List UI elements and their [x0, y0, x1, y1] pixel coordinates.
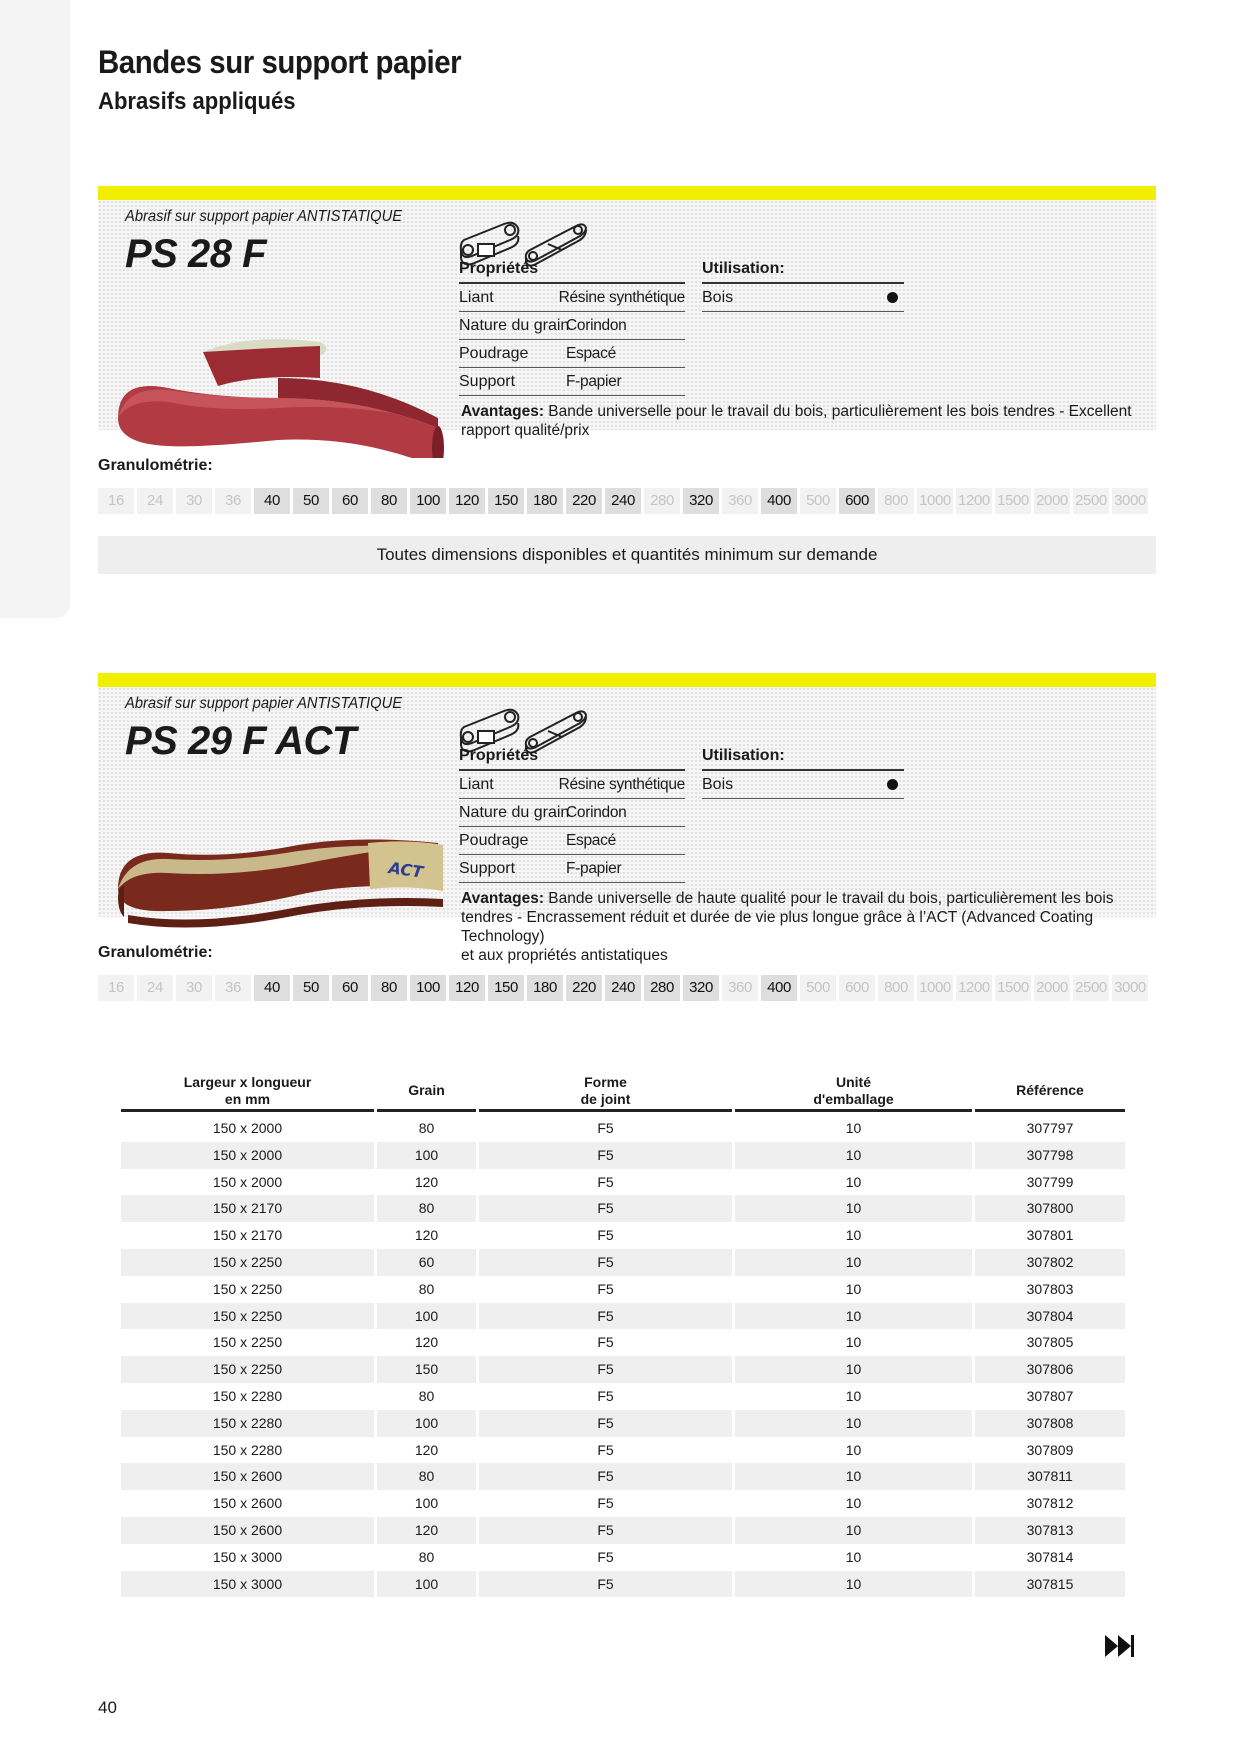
cell-unit: 10: [735, 1195, 972, 1222]
property-value: Espacé: [566, 832, 616, 849]
cell-joint: F5: [479, 1410, 732, 1437]
cell-size: 150 x 2600: [121, 1463, 374, 1490]
header-grain: [377, 1072, 476, 1112]
cell-unit: 10: [845, 1227, 862, 1244]
cell-unit: 10: [845, 1548, 862, 1565]
cell-size: 150 x 2280: [212, 1387, 283, 1404]
property-key: Nature du grain: [459, 804, 570, 821]
cell-size: 150 x 2170: [121, 1195, 374, 1222]
property-row: [459, 368, 685, 396]
header-line: d'emballage: [813, 1090, 894, 1107]
table-row: [121, 1463, 1125, 1490]
grit-chip: 2000: [1034, 975, 1070, 1001]
usage-row: [702, 284, 904, 312]
grit-chip: 1000: [917, 975, 953, 1001]
grit-chip: 1000: [917, 488, 953, 514]
grit-chip: 30: [176, 488, 212, 514]
cell-size: 150 x 2600: [212, 1495, 283, 1512]
table-row: [121, 1329, 1125, 1356]
grit-chip: 3000: [1112, 975, 1148, 1001]
cell-reference: 307798: [975, 1142, 1125, 1169]
sanding-belt-image: [108, 318, 448, 458]
properties-table: [459, 256, 685, 396]
grit-chip: 24: [137, 975, 173, 1001]
grit-chip: 50: [293, 488, 329, 514]
cell-unit: 10: [735, 1249, 972, 1276]
usage-marker-icon: [887, 779, 898, 790]
cell-reference: 307813: [975, 1517, 1125, 1544]
property-key: Liant: [459, 289, 494, 306]
header-line: Grain: [408, 1082, 445, 1098]
cell-grain: 120: [377, 1517, 476, 1544]
table-row: [121, 1303, 1125, 1330]
property-row: [459, 799, 685, 827]
cell-grain: 80: [418, 1120, 435, 1136]
property-value: F-papier: [566, 373, 622, 390]
usage-header: Utilisation:: [702, 743, 904, 771]
property-value: Espacé: [566, 345, 616, 362]
grit-chip: 800: [878, 488, 914, 514]
property-value: Résine synthétique: [558, 776, 685, 793]
property-value: Résine synthétique: [558, 289, 685, 306]
cell-size: 150 x 2250: [121, 1303, 374, 1330]
cell-unit: 10: [845, 1387, 862, 1404]
cell-joint: F5: [479, 1517, 732, 1544]
header-line: Forme: [584, 1073, 627, 1090]
usage-table: [702, 256, 904, 312]
grit-chip: 320: [683, 975, 719, 1001]
usage-label: Bois: [702, 775, 734, 793]
grit-chip: 36: [215, 488, 251, 514]
grit-chip: 1500: [995, 975, 1031, 1001]
table-row: [121, 1169, 1125, 1196]
product-tagline: Abrasif sur support papier ANTISTATIQUE: [125, 208, 403, 225]
table-row: [121, 1115, 1125, 1142]
table-header: [121, 1072, 1125, 1112]
product-tagline: Abrasif sur support papier ANTISTATIQUE: [125, 695, 403, 712]
cell-reference: 307811: [975, 1463, 1125, 1490]
advantages-line: rapport qualité/prix: [461, 422, 590, 439]
cell-joint: F5: [479, 1303, 732, 1330]
cell-grain: 120: [414, 1227, 439, 1244]
cell-reference: 307801: [1026, 1227, 1074, 1244]
header-line: Unité: [835, 1073, 871, 1090]
page-title: Bandes sur support papier: [98, 44, 462, 80]
grit-chip: 600: [839, 975, 875, 1001]
grit-chip: 16: [98, 975, 134, 1001]
cell-unit: 10: [735, 1410, 972, 1437]
header-unit: [735, 1072, 972, 1112]
cell-grain: 100: [377, 1142, 476, 1169]
grit-chip: 120: [449, 488, 485, 514]
grit-chip: 1500: [995, 488, 1031, 514]
table-row: [121, 1222, 1125, 1249]
grit-chip: 36: [215, 975, 251, 1001]
property-row: [459, 771, 685, 799]
table-row: [121, 1195, 1125, 1222]
section-accent-bar: [98, 673, 1156, 687]
fast-forward-icon[interactable]: [1103, 1633, 1135, 1659]
cell-unit: 10: [735, 1571, 972, 1598]
grit-chip: 3000: [1112, 488, 1148, 514]
cell-grain: 120: [414, 1334, 439, 1351]
cell-unit: 10: [845, 1173, 862, 1190]
cell-size: 150 x 3000: [121, 1571, 374, 1598]
grit-chip: 320: [683, 488, 719, 514]
cell-joint: F5: [479, 1356, 732, 1383]
dimensions-notice: Toutes dimensions disponibles et quantités minimum sur demande: [98, 536, 1156, 574]
properties-header: Propriétés: [459, 256, 685, 284]
header-line: Largeur x longueur: [183, 1073, 312, 1090]
cell-grain: 80: [377, 1195, 476, 1222]
grit-chip: 280: [644, 488, 680, 514]
cell-reference: 307809: [1026, 1441, 1074, 1458]
advantages-label: Avantages:: [461, 890, 544, 907]
grit-chip: 280: [644, 975, 680, 1001]
cell-size: 150 x 2280: [121, 1410, 374, 1437]
advantages-label: Avantages:: [461, 403, 544, 420]
granulometry-label: Granulométrie:: [98, 944, 213, 961]
property-row: [459, 312, 685, 340]
grit-chip: 2500: [1073, 488, 1109, 514]
cell-unit: 10: [845, 1280, 862, 1297]
cell-size: 150 x 2250: [121, 1249, 374, 1276]
cell-joint: F5: [597, 1120, 614, 1136]
cell-unit: 10: [735, 1517, 972, 1544]
sanding-belt-image: [108, 799, 448, 939]
grit-chip: 220: [566, 975, 602, 1001]
cell-reference: 307808: [975, 1410, 1125, 1437]
advantages-line: tendres - Encrassement réduit et durée de vie plus longue grâce à l’ACT (Advanced Coating Technology): [461, 909, 1094, 945]
header-joint: [479, 1072, 732, 1112]
cell-grain: 100: [414, 1495, 439, 1512]
cell-joint: F5: [597, 1227, 614, 1244]
usage-header: Utilisation:: [702, 256, 904, 284]
grit-chip: 60: [332, 975, 368, 1001]
property-key: Liant: [459, 776, 494, 793]
advantages-text: [461, 402, 1141, 440]
cell-reference: 307802: [975, 1249, 1125, 1276]
grit-chip: 30: [176, 975, 212, 1001]
grit-chip: 1200: [956, 975, 992, 1001]
cell-grain: 100: [377, 1410, 476, 1437]
cell-joint: F5: [597, 1334, 614, 1351]
grit-chip: 800: [878, 975, 914, 1001]
property-value: F-papier: [566, 860, 622, 877]
usage-row: [702, 771, 904, 799]
table-row: [121, 1142, 1125, 1169]
header-reference: [975, 1072, 1125, 1112]
table-row: [121, 1437, 1125, 1464]
side-tab: [0, 0, 70, 618]
advantages-line: Bande universelle pour le travail du bois, particulièrement les bois tendres - Excellent: [548, 403, 1132, 420]
grit-chip: 150: [488, 488, 524, 514]
cell-size: 150 x 2600: [121, 1517, 374, 1544]
cell-reference: 307812: [1026, 1495, 1074, 1512]
cell-grain: 120: [414, 1173, 439, 1190]
cell-unit: 10: [735, 1356, 972, 1383]
property-value: Corindon: [566, 804, 627, 821]
cell-reference: 307807: [1026, 1387, 1074, 1404]
usage-marker-icon: [887, 292, 898, 303]
cell-joint: F5: [597, 1441, 614, 1458]
cell-size: 150 x 2250: [212, 1334, 283, 1351]
usage-label: Bois: [702, 288, 734, 306]
reference-table: [121, 1072, 1125, 1597]
header-line: Référence: [1016, 1082, 1084, 1098]
property-row: [459, 340, 685, 368]
cell-joint: F5: [597, 1387, 614, 1404]
cell-reference: 307814: [1026, 1548, 1074, 1565]
grit-chip: 240: [605, 975, 641, 1001]
cell-joint: F5: [479, 1463, 732, 1490]
table-row: [121, 1410, 1125, 1437]
cell-size: 150 x 2170: [212, 1227, 283, 1244]
cell-joint: F5: [597, 1495, 614, 1512]
grit-chip: 24: [137, 488, 173, 514]
grit-row: [98, 488, 1148, 514]
table-row: [121, 1490, 1125, 1517]
property-key: Poudrage: [459, 832, 529, 849]
grit-chip: 16: [98, 488, 134, 514]
page-subtitle: Abrasifs appliqués: [98, 88, 296, 115]
properties-header: Propriétés: [459, 743, 685, 771]
grit-chip: 220: [566, 488, 602, 514]
grit-chip: 360: [722, 488, 758, 514]
grit-chip: 600: [839, 488, 875, 514]
cell-grain: 100: [377, 1303, 476, 1330]
cell-size: 150 x 3000: [212, 1548, 283, 1565]
grit-row: [98, 975, 1148, 1001]
property-value: Corindon: [566, 317, 627, 334]
product-name: PS 28 F: [125, 232, 267, 276]
cell-grain: 80: [418, 1280, 435, 1297]
grit-chip: 1200: [956, 488, 992, 514]
cell-joint: F5: [597, 1173, 614, 1190]
page-number: 40: [98, 1698, 117, 1717]
grit-chip: 150: [488, 975, 524, 1001]
product-section-ps29f-act: [98, 673, 1156, 1073]
usage-table: [702, 743, 904, 799]
advantages-text: [461, 889, 1141, 965]
grit-chip: 40: [254, 488, 290, 514]
cell-grain: 100: [377, 1571, 476, 1598]
property-row: [459, 827, 685, 855]
advantages-line: Bande universelle de haute qualité pour le travail du bois, particulièrement les bois: [548, 890, 1114, 907]
cell-reference: 307805: [1026, 1334, 1074, 1351]
cell-grain: 120: [414, 1441, 439, 1458]
cell-joint: F5: [479, 1249, 732, 1276]
grit-chip: 240: [605, 488, 641, 514]
table-row: [121, 1383, 1125, 1410]
grit-chip: 100: [410, 975, 446, 1001]
grit-chip: 500: [800, 975, 836, 1001]
cell-size: 150 x 2250: [121, 1356, 374, 1383]
grit-chip: 120: [449, 975, 485, 1001]
cell-unit: 10: [735, 1303, 972, 1330]
cell-reference: 307803: [1026, 1280, 1074, 1297]
header-line: en mm: [224, 1090, 271, 1107]
cell-size: 150 x 2000: [212, 1120, 283, 1136]
cell-reference: 307815: [975, 1571, 1125, 1598]
header-size: [121, 1072, 374, 1112]
grit-chip: 80: [371, 488, 407, 514]
cell-joint: F5: [479, 1195, 732, 1222]
table-body: [121, 1115, 1125, 1597]
grit-chip: 50: [293, 975, 329, 1001]
table-row: [121, 1517, 1125, 1544]
grit-chip: 80: [371, 975, 407, 1001]
table-row: [121, 1249, 1125, 1276]
cell-joint: F5: [479, 1571, 732, 1598]
cell-size: 150 x 2000: [121, 1142, 374, 1169]
cell-reference: 307797: [1026, 1120, 1074, 1136]
cell-reference: 307800: [975, 1195, 1125, 1222]
cell-unit: 10: [845, 1120, 862, 1136]
advantages-line: et aux propriétés antistatiques: [461, 947, 668, 964]
grit-chip: 40: [254, 975, 290, 1001]
cell-grain: 80: [418, 1548, 435, 1565]
cell-unit: 10: [735, 1142, 972, 1169]
grit-chip: 2500: [1073, 975, 1109, 1001]
grit-chip: 100: [410, 488, 446, 514]
product-name: PS 29 F ACT: [125, 719, 356, 763]
table-row: [121, 1356, 1125, 1383]
cell-size: 150 x 2250: [212, 1280, 283, 1297]
grit-chip: 180: [527, 488, 563, 514]
grit-chip: 400: [761, 975, 797, 1001]
grit-chip: 60: [332, 488, 368, 514]
table-row: [121, 1544, 1125, 1571]
cell-reference: 307799: [1026, 1173, 1074, 1190]
cell-grain: 80: [377, 1463, 476, 1490]
belt-print-label: ACT: [387, 858, 425, 882]
property-key: Nature du grain: [459, 317, 570, 334]
cell-joint: F5: [479, 1142, 732, 1169]
table-row: [121, 1571, 1125, 1598]
grit-chip: 360: [722, 975, 758, 1001]
cell-grain: 60: [377, 1249, 476, 1276]
cell-joint: F5: [597, 1280, 614, 1297]
grit-chip: 180: [527, 975, 563, 1001]
product-section-ps28f: [98, 186, 1156, 626]
table-row: [121, 1276, 1125, 1303]
grit-chip: 500: [800, 488, 836, 514]
property-row: [459, 855, 685, 883]
header-line: de joint: [580, 1090, 631, 1107]
property-key: Poudrage: [459, 345, 529, 362]
property-key: Support: [459, 373, 516, 390]
cell-joint: F5: [597, 1548, 614, 1565]
cell-reference: 307806: [975, 1356, 1125, 1383]
cell-size: 150 x 2280: [212, 1441, 283, 1458]
cell-size: 150 x 2000: [212, 1173, 283, 1190]
cell-grain: 80: [418, 1387, 435, 1404]
grit-chip: 2000: [1034, 488, 1070, 514]
cell-unit: 10: [845, 1495, 862, 1512]
cell-reference: 307804: [975, 1303, 1125, 1330]
properties-table: [459, 743, 685, 883]
cell-grain: 150: [377, 1356, 476, 1383]
cell-unit: 10: [845, 1441, 862, 1458]
section-accent-bar: [98, 186, 1156, 200]
cell-unit: 10: [845, 1334, 862, 1351]
property-key: Support: [459, 860, 516, 877]
property-row: [459, 284, 685, 312]
grit-chip: 400: [761, 488, 797, 514]
cell-unit: 10: [735, 1463, 972, 1490]
granulometry-label: Granulométrie:: [98, 457, 213, 474]
